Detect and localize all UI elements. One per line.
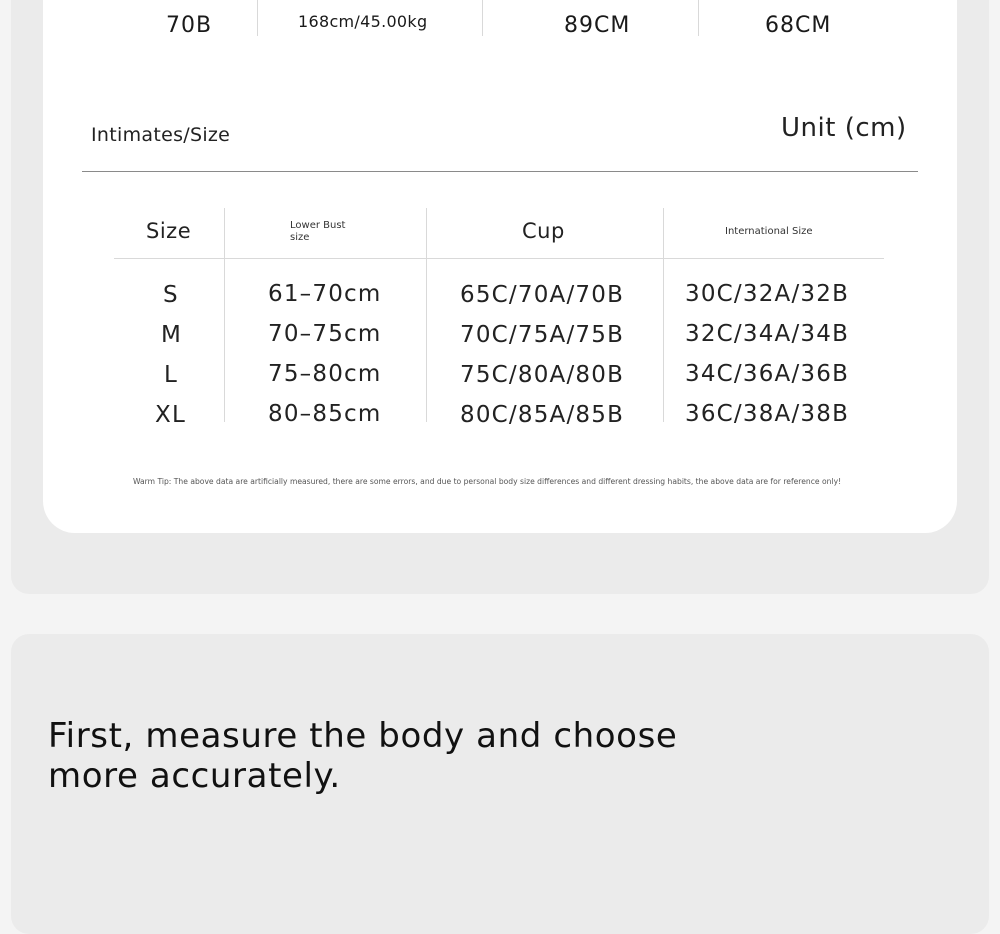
prev-size-cell: 70B [166, 13, 213, 38]
header-international-size: International Size [725, 226, 813, 237]
size-cell: M [161, 322, 183, 348]
lower-bust-cell: 80–85cm [268, 401, 382, 427]
header-divider [114, 258, 884, 259]
cup-cell: 65C/70A/70B [460, 282, 625, 308]
prev-bust-cell: 89CM [564, 13, 631, 38]
header-cup: Cup [522, 219, 565, 243]
lower-bust-cell: 70–75cm [268, 321, 382, 347]
cup-cell: 80C/85A/85B [460, 402, 625, 428]
lower-bust-cell: 75–80cm [268, 361, 382, 387]
size-cell: S [163, 282, 179, 308]
size-cell: L [164, 362, 179, 388]
lower-bust-cell: 61–70cm [268, 281, 382, 307]
prev-height-weight-cell: 168cm/45.00kg [298, 12, 428, 31]
column-divider [482, 0, 483, 36]
cup-cell: 70C/75A/75B [460, 322, 625, 348]
section-divider [82, 171, 918, 172]
international-size-cell: 30C/32A/32B [685, 281, 850, 307]
section-title: Intimates/Size [91, 124, 231, 146]
size-chart-card [43, 0, 957, 533]
prev-waist-cell: 68CM [765, 13, 832, 38]
column-divider [257, 0, 258, 36]
size-cell: XL [155, 402, 186, 428]
international-size-cell: 36C/38A/38B [685, 401, 850, 427]
international-size-cell: 34C/36A/36B [685, 361, 850, 387]
warm-tip: Warm Tip: The above data are artificially measured, there are some errors, and due to personal body size differences and different dressing habits, the above data are for reference only! [133, 477, 842, 486]
cup-cell: 75C/80A/80B [460, 362, 625, 388]
header-lower-bust: Lower Bust size [290, 220, 346, 243]
unit-label: Unit (cm) [781, 113, 907, 143]
column-divider [426, 208, 427, 422]
header-size: Size [146, 219, 192, 243]
column-divider [224, 208, 225, 422]
measure-headline: First, measure the body and choose more accurately. [48, 716, 678, 796]
column-divider [663, 208, 664, 422]
column-divider [698, 0, 699, 36]
international-size-cell: 32C/34A/34B [685, 321, 850, 347]
